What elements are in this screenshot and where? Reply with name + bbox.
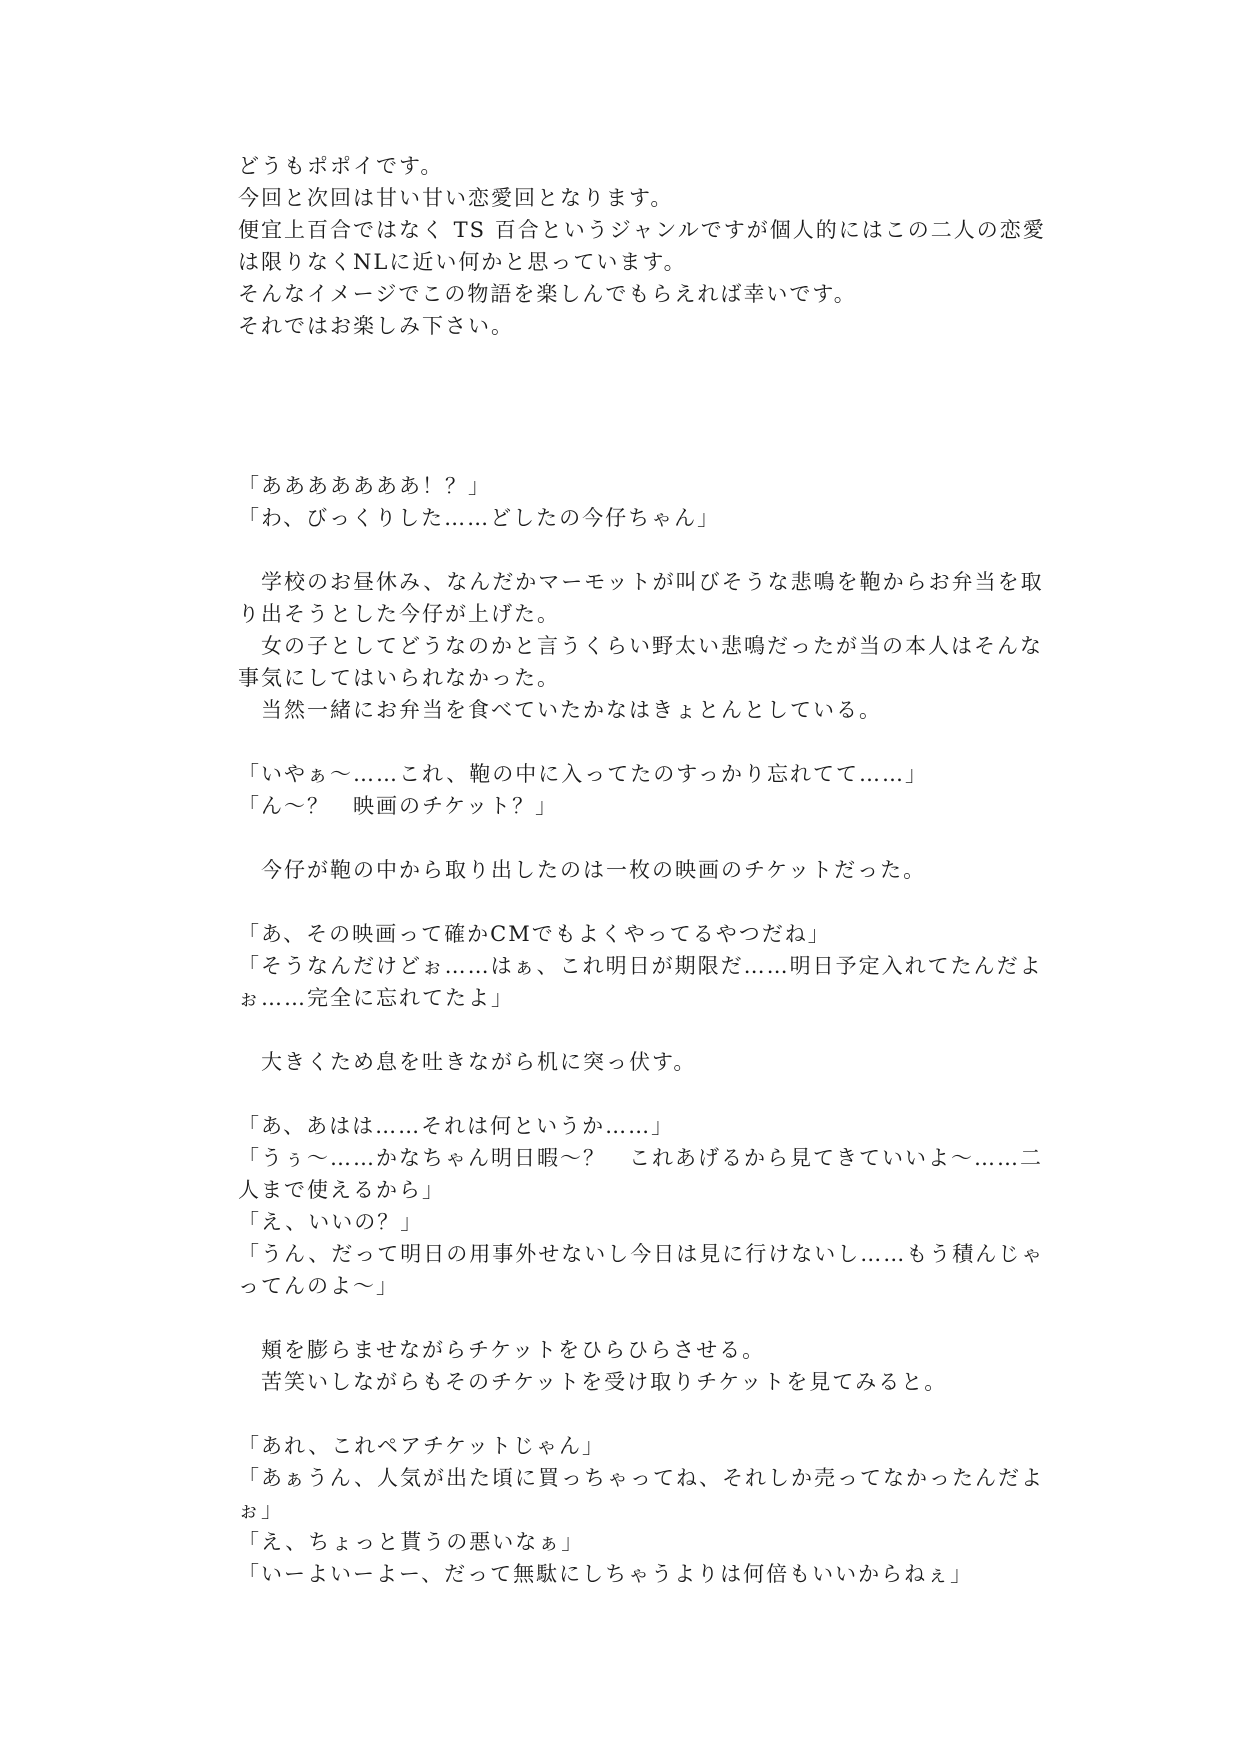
text-line: 「あれ、これペアチケットじゃん」 xyxy=(238,1434,605,1458)
text-line: 「うぅ～……かなちゃん明日暇～？ これあげるから見てきていいよ～……二 xyxy=(238,1146,1043,1170)
text-line: 今回と次回は甘い甘い恋愛回となります。 xyxy=(238,186,674,210)
text-line: 「え、ちょっと貰うの悪いなぁ」 xyxy=(238,1530,585,1554)
blank-line xyxy=(238,438,1018,470)
blank-line xyxy=(238,1302,1018,1334)
text-line: 「え、いいの？」 xyxy=(238,1210,424,1234)
blank-line xyxy=(238,1398,1018,1430)
text-line: 「あ、あはは……それは何というか……」 xyxy=(238,1114,675,1138)
blank-line xyxy=(238,1014,1018,1046)
text-line: ってんのよ～」 xyxy=(238,1274,399,1298)
text-line: 当然一緒にお弁当を食べていたかなはきょとんとしている。 xyxy=(238,698,882,722)
text-line: 「あぁうん、人気が出た頃に買っちゃってね、それしか売ってなかったんだよ xyxy=(238,1466,1045,1490)
blank-line xyxy=(238,886,1018,918)
document-body xyxy=(238,150,1046,1590)
blank-line xyxy=(238,342,1018,374)
text-line: り出そうとした今仔が上げた。 xyxy=(238,602,560,626)
text-line: 女の子としてどうなのかと言うくらい野太い悲鳴だったが当の本人はそんな xyxy=(238,634,1043,658)
text-line: は限りなくNLに近い何かと思っています。 xyxy=(238,250,687,274)
blank-line xyxy=(238,726,1018,758)
text-line: 今仔が鞄の中から取り出したのは一枚の映画のチケットだった。 xyxy=(238,858,927,882)
blank-line xyxy=(238,1078,1018,1110)
text-line: 「あああああああ！？」 xyxy=(238,474,491,498)
text-line: どうもポポイです。 xyxy=(238,154,444,178)
text-line: そんなイメージでこの物語を楽しんでもらえれば幸いです。 xyxy=(238,282,857,306)
blank-line xyxy=(238,406,1018,438)
text-line: 便宜上百合ではなく TS 百合というジャンルですが個人的にはこの二人の恋愛 xyxy=(238,218,1046,242)
text-line: 「いーよいーよー、だって無駄にしちゃうよりは何倍もいいからねぇ」 xyxy=(238,1562,974,1586)
text-line: 大きくため息を吐きながら机に突っ伏す。 xyxy=(238,1050,697,1074)
text-line: 事気にしてはいられなかった。 xyxy=(238,666,560,690)
text-line: 頬を膨らませながらチケットをひらひらさせる。 xyxy=(238,1338,766,1362)
text-line: それではお楽しみ下さい。 xyxy=(238,314,514,338)
blank-line xyxy=(238,822,1018,854)
text-line: 「いやぁ～……これ、鞄の中に入ってたのすっかり忘れてて……」 xyxy=(238,762,928,786)
text-line: 「あ、その映画って確かCMでもよくやってるやつだね」 xyxy=(238,922,831,946)
text-line: 学校のお昼休み、なんだかマーモットが叫びそうな悲鳴を鞄からお弁当を取 xyxy=(238,570,1044,594)
text-line: 「わ、びっくりした……どしたの今仔ちゃん」 xyxy=(238,506,721,530)
text-line: 「そうなんだけどぉ……はぁ、これ明日が期限だ……明日予定入れてたんだよ xyxy=(238,954,1043,978)
text-line: 「うん、だって明日の用事外せないし今日は見に行けないし……もう積んじゃ xyxy=(238,1242,1045,1266)
text-line: 「ん～？ 映画のチケット？」 xyxy=(238,794,559,818)
text-line: ぉ」 xyxy=(238,1498,284,1522)
text-line: ぉ……完全に忘れてたよ」 xyxy=(238,986,514,1010)
text-line: 人まで使えるから」 xyxy=(238,1178,445,1202)
blank-line xyxy=(238,534,1018,566)
text-line: 苦笑いしながらもそのチケットを受け取りチケットを見てみると。 xyxy=(238,1370,948,1394)
blank-line xyxy=(238,374,1018,406)
